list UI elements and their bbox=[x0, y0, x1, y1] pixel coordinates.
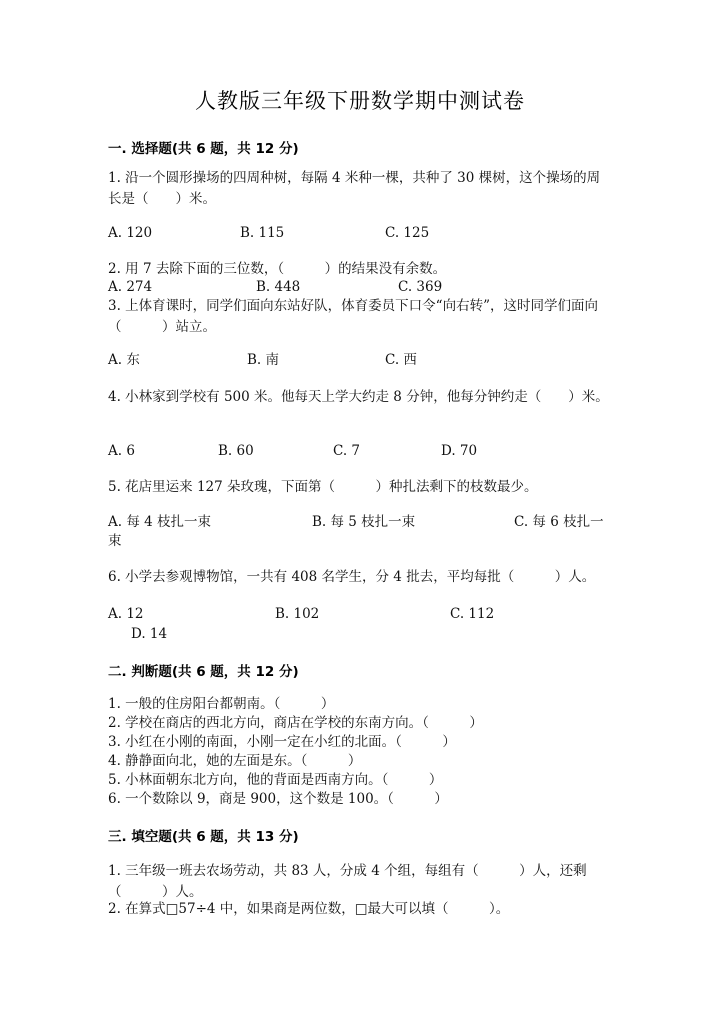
page-title: 人教版三年级下册数学期中测试卷 bbox=[195, 89, 525, 113]
section-heading-choice: 一. 选择题(共 6 题，共 12 分) bbox=[108, 141, 299, 157]
question-text: 4. 静静面向北，她的左面是东。（ ） bbox=[108, 753, 362, 769]
option-a: A. 每 4 枝扎一束 bbox=[108, 514, 212, 530]
option-b: B. 60 bbox=[218, 443, 254, 459]
option-a: A. 274 bbox=[108, 279, 153, 295]
question-text: 2. 学校在商店的西北方向，商店在学校的东南方向。（ ） bbox=[108, 715, 483, 731]
question-text: 5. 花店里运来 127 朵玫瑰，下面第（ ）种扎法剩下的枝数最少。 bbox=[108, 479, 538, 495]
option-b: B. 南 bbox=[247, 352, 280, 368]
option-c: C. 125 bbox=[385, 225, 430, 241]
question-text: 3. 小红在小刚的南面，小刚一定在小红的北面。（ ） bbox=[108, 734, 456, 750]
option-b: B. 115 bbox=[240, 225, 285, 241]
question-text: 5. 小林面朝东北方向，他的背面是西南方向。（ ） bbox=[108, 772, 443, 788]
question-text: 1. 沿一个圆形操场的四周种树，每隔 4 米种一棵，共种了 30 棵树，这个操场的周长是（ ）米。 bbox=[108, 170, 601, 207]
question-text: 3. 上体育课时，同学们面向东站好队，体育委员下口令“向右转”，这时同学们面向（ ）站立。 bbox=[108, 298, 598, 335]
option-c-continued: 束 bbox=[108, 533, 122, 549]
option-d: D. 70 bbox=[441, 443, 478, 459]
option-b: B. 每 5 枝扎一束 bbox=[312, 514, 416, 530]
option-d: D. 14 bbox=[131, 626, 168, 642]
option-c: C. 7 bbox=[333, 443, 361, 459]
option-c: C. 369 bbox=[398, 279, 443, 295]
question-text: 1. 三年级一班去农场劳动，共 83 人，分成 4 个组，每组有（ ）人，还剩（ ）人。 bbox=[108, 863, 587, 900]
question-text: 6. 一个数除以 9，商是 900，这个数是 100。（ ） bbox=[108, 791, 448, 807]
option-a: A. 120 bbox=[108, 225, 153, 241]
option-c: C. 112 bbox=[450, 606, 495, 622]
option-a: A. 东 bbox=[108, 352, 140, 368]
option-a: A. 12 bbox=[108, 606, 144, 622]
question-text: 6. 小学去参观博物馆，一共有 408 名学生，分 4 批去，平均每批（ ）人。 bbox=[108, 569, 596, 585]
question-text: 2. 在算式□57÷4 中，如果商是两位数，□最大可以填（ ）。 bbox=[108, 901, 510, 917]
question-text: 2. 用 7 去除下面的三位数，（ ）的结果没有余数。 bbox=[108, 261, 447, 277]
section-heading-fill: 三. 填空题(共 6 题，共 13 分) bbox=[108, 829, 299, 845]
option-c: C. 西 bbox=[385, 352, 417, 368]
question-text: 4. 小林家到学校有 500 米。他每天上学大约走 8 分钟，他每分钟约走（ ）米。 bbox=[108, 389, 609, 405]
option-c: C. 每 6 枝扎一 bbox=[514, 514, 604, 530]
option-a: A. 6 bbox=[108, 443, 135, 459]
question-text: 1. 一般的住房阳台都朝南。（ ） bbox=[108, 696, 335, 712]
option-b: B. 448 bbox=[256, 279, 301, 295]
section-heading-judge: 二. 判断题(共 6 题，共 12 分) bbox=[108, 664, 299, 680]
option-b: B. 102 bbox=[275, 606, 320, 622]
